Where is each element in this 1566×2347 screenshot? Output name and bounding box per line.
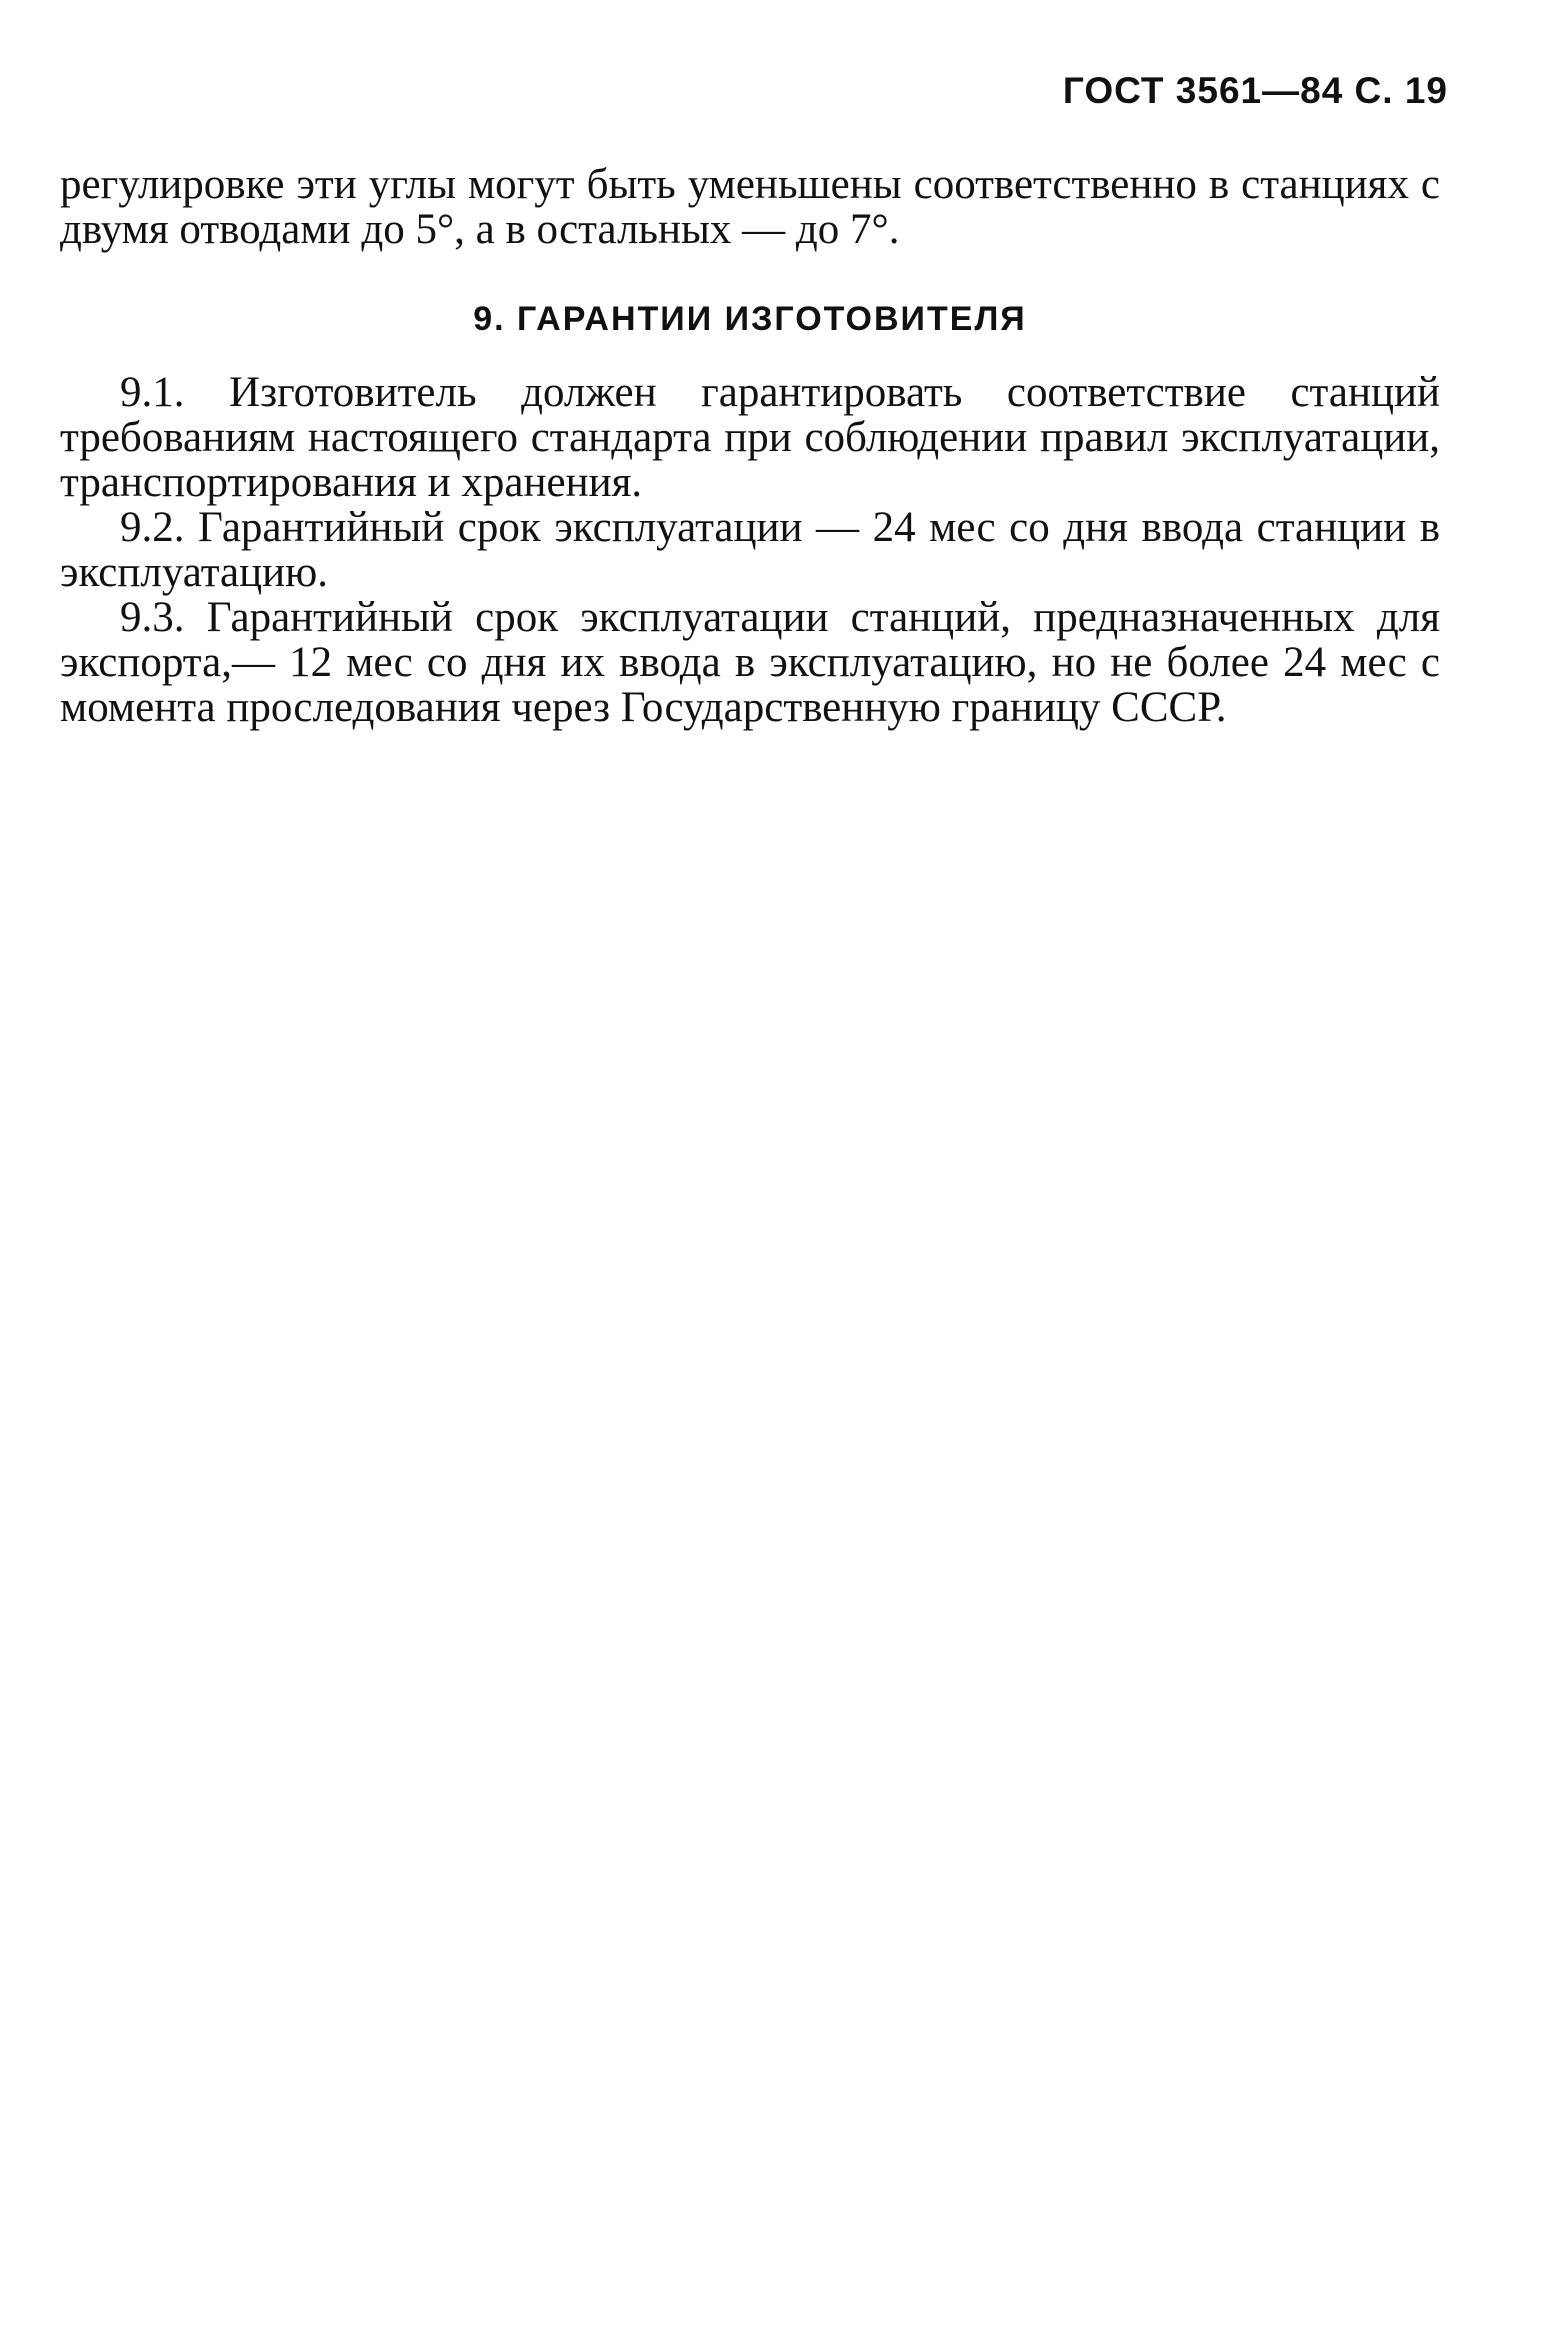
document-body: [60, 162, 1440, 730]
clause-9-3: 9.3. Гарантийный срок эксплуатации станций, предназначенных для экспорта,— 12 мес со дня их ввода в эксплуатацию, но не более 24 мес с момента проследования через Государственную границу СССР.: [60, 594, 1440, 731]
clause-9-1: 9.1. Изготовитель должен гарантировать соответствие станций требованиям настоящего стандарта при соблюдении правил эксплуатации, транспортирования и хранения.: [60, 369, 1440, 506]
section-title: 9. ГАРАНТИИ ИЗГОТОВИТЕЛЯ: [473, 300, 1027, 338]
clause-9-2: 9.2. Гарантийный срок эксплуатации — 24 мес со дня ввода станции в эксплуатацию.: [60, 504, 1440, 596]
page-header: ГОСТ 3561—84 С. 19: [1062, 70, 1448, 111]
intro-paragraph: регулировке эти углы могут быть уменьшены соответственно в станциях с двумя отводами до 5°, а в остальных — до 7°.: [60, 161, 1440, 253]
